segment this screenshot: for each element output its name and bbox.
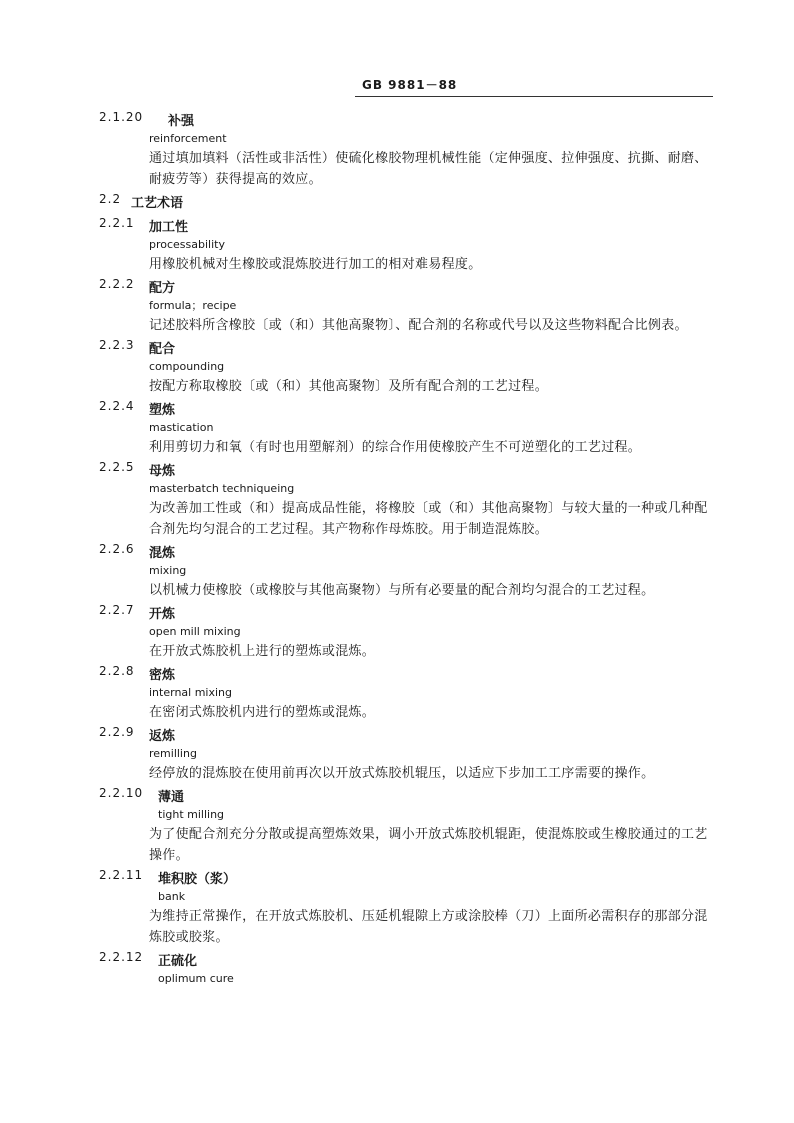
term-english: compounding	[149, 360, 225, 373]
term-entry	[0, 110, 794, 190]
clause-number: 2.2.3	[99, 338, 135, 352]
term-english: processability	[149, 238, 225, 251]
term-definition: 为维持正常操作，在开放式炼胶机、压延机辊隙上方或涂胶棒（刀）上面所必需积存的那部分混炼胶或胶浆。	[149, 909, 708, 945]
term-entry	[0, 399, 794, 458]
term-english: oplimum cure	[158, 972, 234, 985]
term-definition: 用橡胶机械对生橡胶或混炼胶进行加工的相对难易程度。	[149, 257, 482, 272]
term-english: reinforcement	[149, 132, 227, 145]
section-title: 工艺术语	[131, 196, 184, 211]
term-definition: 通过填加填料（活性或非活性）使硫化橡胶物理机械性能（定伸强度、拉伸强度、抗撕、耐磨、耐疲劳等）获得提高的效应。	[149, 151, 708, 187]
term-definition: 在开放式炼胶机上进行的塑炼或混炼。	[149, 644, 376, 659]
term-english: formula；recipe	[149, 299, 237, 312]
term-entry	[0, 216, 794, 275]
term-chinese: 加工性	[149, 220, 189, 235]
term-entry	[0, 603, 794, 662]
term-entry	[0, 664, 794, 723]
term-english: open mill mixing	[149, 625, 241, 638]
term-chinese: 堆积胶（浆）	[158, 872, 237, 887]
term-chinese: 密炼	[149, 668, 176, 683]
section-number: 2.2	[99, 192, 122, 206]
term-english: bank	[158, 890, 186, 903]
header-rule	[355, 96, 713, 97]
term-definition: 利用剪切力和氧（有时也用塑解剂）的综合作用使橡胶产生不可逆塑化的工艺过程。	[149, 440, 642, 455]
term-english: masterbatch techniqueing	[149, 482, 295, 495]
clause-number: 2.1.20	[99, 110, 144, 124]
term-entry	[0, 460, 794, 540]
term-entry	[0, 950, 794, 988]
term-english: mixing	[149, 564, 187, 577]
term-definition: 为了使配合剂充分分散或提高塑炼效果，调小开放式炼胶机辊距，使混炼胶或生橡胶通过的工艺操作。	[149, 827, 708, 863]
clause-number: 2.2.7	[99, 603, 135, 617]
term-chinese: 塑炼	[149, 403, 176, 418]
section-heading	[0, 192, 794, 214]
term-chinese: 薄通	[158, 790, 185, 805]
term-chinese: 正硫化	[158, 954, 198, 969]
term-english: mastication	[149, 421, 214, 434]
clause-number: 2.2.9	[99, 725, 135, 739]
clause-number: 2.2.6	[99, 542, 135, 556]
term-definition: 经停放的混炼胶在使用前再次以开放式炼胶机辊压，以适应下步加工工序需要的操作。	[149, 766, 655, 781]
clause-number: 2.2.10	[99, 786, 144, 800]
clause-number: 2.2.8	[99, 664, 135, 678]
term-chinese: 配合	[149, 342, 176, 357]
term-chinese: 母炼	[149, 464, 176, 479]
term-english: tight milling	[158, 808, 225, 821]
term-entry	[0, 338, 794, 397]
page-header: GB 9881－88	[362, 78, 458, 92]
term-definition: 按配方称取橡胶〔或（和）其他高聚物〕及所有配合剂的工艺过程。	[149, 379, 549, 394]
term-definition: 以机械力使橡胶（或橡胶与其他高聚物）与所有必要量的配合剂均匀混合的工艺过程。	[149, 583, 655, 598]
term-entry	[0, 786, 794, 866]
term-definition: 为改善加工性或（和）提高成品性能，将橡胶〔或（和）其他高聚物〕与较大量的一种或几种配合剂先均匀混合的工艺过程。其产物称作母炼胶。用于制造混炼胶。	[149, 501, 708, 537]
clause-number: 2.2.2	[99, 277, 135, 291]
term-list	[0, 108, 794, 988]
term-chinese: 开炼	[149, 607, 176, 622]
term-chinese: 补强	[168, 114, 195, 129]
term-entry	[0, 725, 794, 784]
term-chinese: 配方	[149, 281, 176, 296]
term-entry	[0, 277, 794, 336]
term-english: internal mixing	[149, 686, 232, 699]
clause-number: 2.2.1	[99, 216, 135, 230]
clause-number: 2.2.4	[99, 399, 135, 413]
clause-number: 2.2.11	[99, 868, 144, 882]
term-entry	[0, 542, 794, 601]
term-definition: 记述胶料所含橡胶〔或（和）其他高聚物〕、配合剂的名称或代号以及这些物料配合比例表。	[149, 318, 688, 333]
term-english: remilling	[149, 747, 197, 760]
term-chinese: 返炼	[149, 729, 176, 744]
term-definition: 在密闭式炼胶机内进行的塑炼或混炼。	[149, 705, 376, 720]
clause-number: 2.2.12	[99, 950, 144, 964]
clause-number: 2.2.5	[99, 460, 135, 474]
term-entry	[0, 868, 794, 948]
term-chinese: 混炼	[149, 546, 176, 561]
